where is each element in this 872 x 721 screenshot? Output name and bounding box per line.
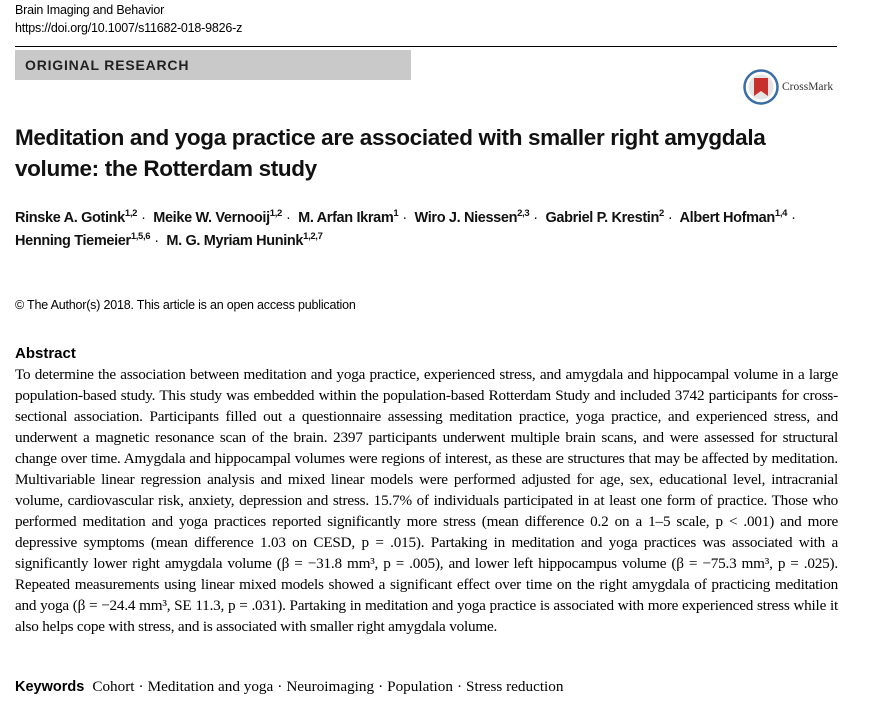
section-banner (15, 50, 411, 80)
keyword-separator: · (456, 678, 463, 695)
author-separator: · (791, 210, 796, 226)
keywords-label: Keywords (15, 679, 85, 695)
author-separator: · (141, 210, 146, 226)
author-name: M. G. Myriam Hunink (166, 233, 304, 249)
author-separator: · (533, 210, 538, 226)
crossmark-badge[interactable] (743, 69, 833, 105)
author-separator: · (154, 233, 159, 249)
author[interactable] (415, 210, 530, 226)
keyword[interactable]: Population (387, 678, 453, 695)
doi-link[interactable]: https://doi.org/10.1007/s11682-018-9826-z (15, 21, 243, 35)
keyword[interactable]: Neuroimaging (286, 678, 375, 695)
author-separator: · (402, 210, 407, 226)
author-affiliation: 1 (393, 208, 399, 220)
abstract-heading: Abstract (15, 345, 76, 362)
author-name: Henning Tiemeier (15, 233, 131, 249)
author-name: Meike W. Vernooij (153, 210, 270, 226)
keywords-line (15, 678, 563, 696)
author-affiliation: 1,2 (124, 208, 138, 220)
keyword[interactable]: Cohort (92, 678, 135, 695)
author-affiliation: 2 (658, 208, 664, 220)
keyword-separator: · (378, 678, 384, 695)
keywords-list (92, 678, 563, 695)
keyword-separator: · (138, 678, 144, 695)
author-affiliation: 2,3 (517, 208, 530, 220)
author-separator: · (285, 210, 291, 226)
author-separator: · (667, 210, 673, 226)
author-name: Gabriel P. Krestin (545, 210, 659, 226)
author[interactable] (545, 210, 663, 226)
author-name: Rinske A. Gotink (15, 210, 125, 226)
section-label: ORIGINAL RESEARCH (25, 57, 190, 73)
author[interactable] (15, 233, 150, 249)
keyword[interactable]: Meditation and yoga (147, 678, 274, 695)
author[interactable] (15, 210, 137, 226)
header-rule (15, 46, 837, 47)
keyword[interactable]: Stress reduction (466, 678, 564, 695)
author[interactable] (298, 210, 398, 226)
author[interactable] (153, 210, 282, 226)
abstract-text: To determine the association between meditation and yoga practice, experienced stress, and amygdala and hippocampal volume in a large population-based study. This study was embedded within the population-based Rotterdam Study and included 3742 participants for cross-sectional association. Participants filled out a questionnaire assessing meditation practice, yoga practice, and experienced stress, and underwent a magnetic resonance scan of the brain. 2397 participants underwent multiple brain scans, and were assessed for structural change over time. Amygdala and hippocampal volumes were regions of interest, as these are structures that may be affected by meditation. Multivariable linear regression analysis and mixed linear models were performed adjusted for age, sex, educational level, intracranial volume, cardiovascular risk, anxiety, depression and stress. 15.7% of individuals participated in at least one form of practice. Those who performed meditation and yoga practices reported significantly more stress (mean difference 0.2 on a 1–5 scale, p < .001) and more depressive symptoms (mean difference 1.03 on CESD, p = .015). Partaking in meditation and yoga practices was associated with a significantly lower right amygdala volume (β = −31.8 mm³, p = .005), and lower left hippocampus volume (β = −75.3 mm³, p = .025). Repeated measurements using linear mixed models showed a significant effect over time on the right amygdala of practicing meditation and yoga (β = −24.4 mm³, SE 11.3, p = .031). Partaking in meditation and yoga practice is associated with more experienced stress while it also helps cope with stress, and is associated with smaller right amygdala volume. (15, 366, 838, 635)
crossmark-label: CrossMark (782, 81, 834, 93)
journal-name: Brain Imaging and Behavior (15, 3, 165, 17)
author[interactable] (680, 210, 788, 226)
author-affiliation: 1,2 (269, 208, 282, 220)
author-name: M. Arfan Ikram (298, 210, 394, 226)
article-title: Meditation and yoga practice are associated with smaller right amygdala volume: the Rotterdam study (15, 125, 766, 181)
author-name: Albert Hofman (679, 210, 775, 226)
copyright-notice: © The Author(s) 2018. This article is an open access publication (15, 298, 356, 312)
author-affiliation: 1,5,6 (130, 231, 151, 243)
author[interactable] (166, 233, 322, 249)
author-name: Wiro J. Niessen (414, 210, 518, 226)
keyword-separator: · (277, 678, 283, 695)
author-affiliation: 1,4 (774, 208, 788, 220)
author-affiliation: 1,2,7 (303, 231, 323, 243)
crossmark-icon (743, 69, 779, 105)
author-list (15, 207, 855, 253)
